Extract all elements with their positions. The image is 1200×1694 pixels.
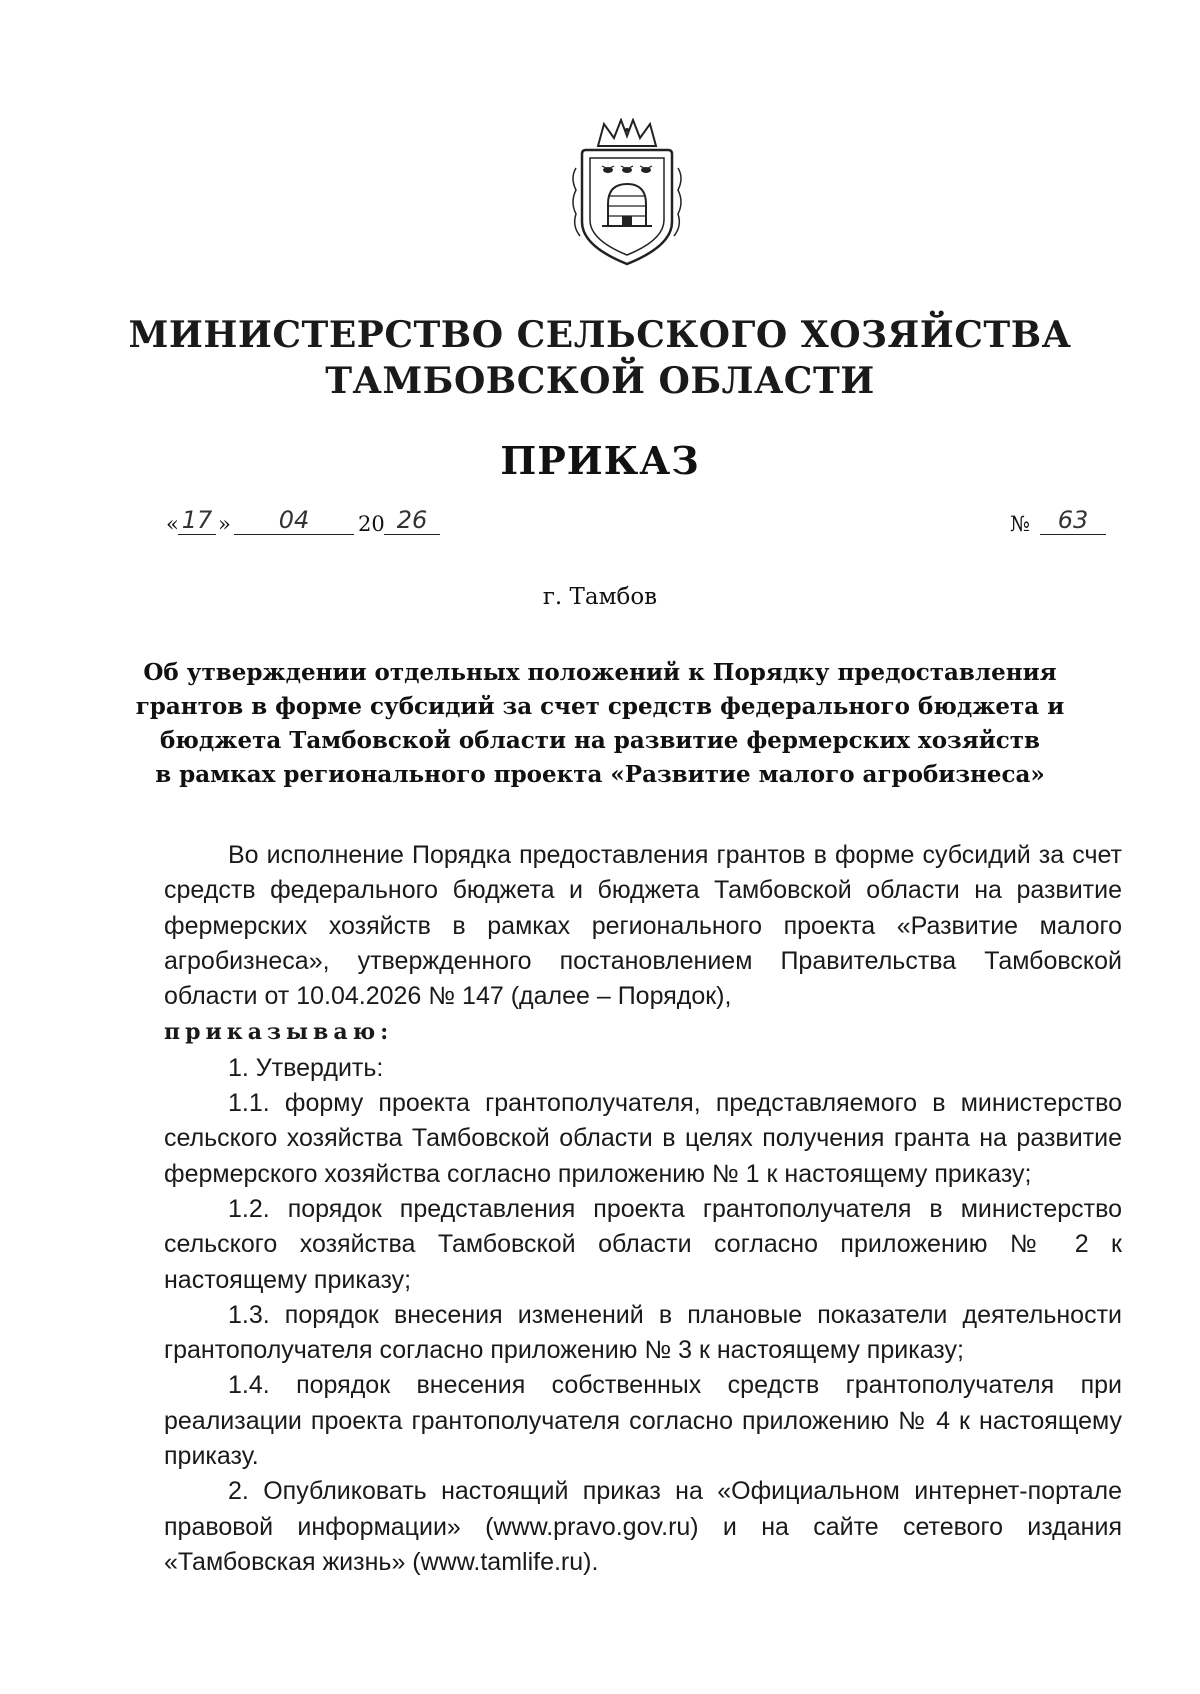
order-word-paragraph (164, 1014, 1122, 1050)
number-sign: № (1010, 512, 1030, 536)
order-number (1010, 506, 1120, 544)
date-close-quote: » (218, 512, 231, 536)
date-month: 04 (234, 506, 354, 535)
date-open-quote: « (166, 512, 179, 536)
city-label: г. Тамбов (542, 584, 658, 610)
item-1-4: 1.4. порядок внесения собственных средств грантополучателя при реализации проекта грантополучателя согласно приложению № 4 к настоящему приказу. (164, 1371, 1122, 1471)
document-type-title: ПРИКАЗ (500, 438, 700, 483)
preamble-text: Во исполнение Порядка предоставления грантов в форме субсидий за счет средств федерального бюджета и бюджета Тамбовской области на развитие фермерских хозяйств в рамках регионального проекта «Развитие малого агробизнеса», утвержденного постановлением Правительства Тамбовской области от 10.04.2026 № 147 (далее – Порядок), (164, 841, 1122, 1011)
item-1-1: 1.1. форму проекта грантополучателя, представляемого в министерство сельского хозяйства Тамбовской области в целях получения гранта на развитие фермерского хозяйства согласно приложению № 1 к настоящему приказу; (164, 1089, 1122, 1188)
preamble-paragraph (164, 838, 1122, 1014)
ministry-name-line2: ТАМБОВСКОЙ ОБЛАСТИ (325, 360, 875, 402)
item-1-3: 1.3. порядок внесения изменений в плановые показатели деятельности грантополучателя согласно приложению № 3 к настоящему приказу; (164, 1300, 1122, 1365)
order-body (164, 838, 1122, 1580)
title-line: бюджета Тамбовской области на развитие фермерских хозяйств (159, 727, 1041, 754)
item-2: 2. Опубликовать настоящий приказ на «Официальном интернет-портале правовой информации» (www.pravo.gov.ru) и на сайте сетевого издания «Тамбовская жизнь» (www.tamlife.ru). (164, 1477, 1122, 1576)
item-1-2: 1.2. порядок представления проекта грантополучателя в министерство сельского хозяйства Тамбовской области согласно приложению № 2 к настоящему приказу; (164, 1194, 1122, 1294)
title-line: грантов в форме субсидий за счет средств федерального бюджета и (135, 693, 1065, 720)
coat-of-arms-icon (568, 118, 686, 268)
number-value: 63 (1040, 506, 1106, 535)
title-line: в рамках регионального проекта «Развитие малого агробизнеса» (155, 761, 1045, 788)
date-day: 17 (178, 506, 216, 535)
order-word: приказываю: (164, 1019, 394, 1046)
ministry-name-line1: МИНИСТЕРСТВО СЕЛЬСКОГО ХОЗЯЙСТВА (128, 314, 1072, 356)
title-line: Об утверждении отдельных положений к Порядку предоставления (143, 659, 1057, 686)
order-title (130, 656, 1070, 792)
date-year-suffix: 26 (384, 506, 440, 535)
date-year-prefix: 20 (358, 512, 385, 536)
item-1: 1. Утвердить: (228, 1053, 384, 1082)
